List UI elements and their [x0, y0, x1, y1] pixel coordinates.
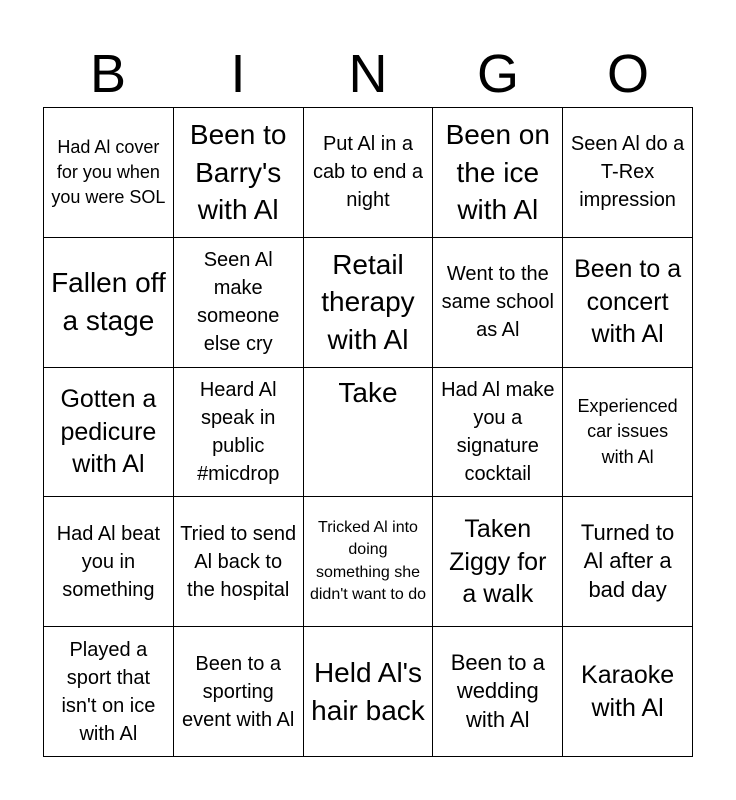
header-letter-g: G [476, 44, 519, 104]
bingo-cell[interactable]: Seen Al make someone else cry [174, 238, 304, 368]
bingo-cell[interactable]: Turned to Al after a bad day [563, 497, 693, 627]
bingo-cell[interactable]: Been to a concert with Al [563, 238, 693, 368]
header-letter-b: B [89, 44, 127, 104]
header-letter-n: N [348, 44, 388, 104]
bingo-cell[interactable]: Gotten a pedicure with Al [44, 368, 174, 498]
bingo-cell[interactable]: Retail therapy with Al [304, 238, 434, 368]
bingo-cell[interactable]: Had Al beat you in something [44, 497, 174, 627]
bingo-cell[interactable]: Experienced car issues with Al [563, 368, 693, 498]
bingo-cell[interactable]: Had Al make you a signature cocktail [433, 368, 563, 498]
bingo-cell[interactable]: Fallen off a stage [44, 238, 174, 368]
header-letter-i: I [230, 44, 246, 104]
bingo-cell[interactable]: Been to Barry's with Al [174, 108, 304, 238]
bingo-cell[interactable]: Played a sport that isn't on ice with Al [44, 627, 174, 757]
bingo-cell[interactable]: Been to a sporting event with Al [174, 627, 304, 757]
bingo-cell[interactable]: Held Al's hair back [304, 627, 434, 757]
bingo-cell[interactable]: Had Al cover for you when you were SOL [44, 108, 174, 238]
bingo-cell[interactable]: Tricked Al into doing something she didn't want to do [304, 497, 434, 627]
bingo-cell[interactable]: Been to a wedding with Al [433, 627, 563, 757]
bingo-cell[interactable]: Went to the same school as Al [433, 238, 563, 368]
free-space-cell[interactable]: Take [304, 368, 434, 498]
bingo-cell[interactable]: Been on the ice with Al [433, 108, 563, 238]
bingo-header [43, 40, 693, 108]
bingo-cell[interactable]: Seen Al do a T-Rex impression [563, 108, 693, 238]
header-letter-o: O [606, 44, 649, 104]
bingo-cell[interactable]: Heard Al speak in public #micdrop [174, 368, 304, 498]
bingo-cell[interactable]: Put Al in a cab to end a night [304, 108, 434, 238]
bingo-cell[interactable]: Tried to send Al back to the hospital [174, 497, 304, 627]
bingo-cell[interactable]: Taken Ziggy for a walk [433, 497, 563, 627]
bingo-cell[interactable]: Karaoke with Al [563, 627, 693, 757]
bingo-board [43, 107, 693, 757]
